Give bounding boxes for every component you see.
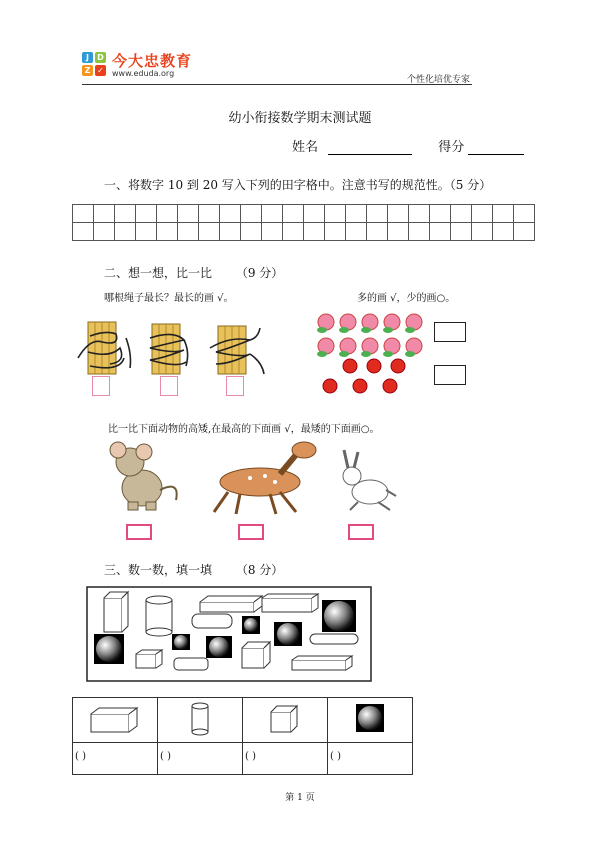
answer-slot: ( ): [160, 751, 171, 762]
apple-answer-box[interactable]: [434, 365, 466, 385]
logo-cell: Z: [82, 65, 93, 76]
cube-shape: [242, 642, 270, 668]
tianzige-grid[interactable]: [72, 204, 535, 241]
logo-icon: [82, 52, 108, 78]
deer-figure: [214, 442, 316, 514]
sphere-shape: [242, 616, 260, 634]
cube-cell: [243, 698, 328, 743]
cylinder-shape: [174, 658, 208, 670]
sphere-shape: [172, 634, 190, 650]
animals-question: 比一比下面动物的高矮,在最高的下面画 √，最矮的下面画○。: [108, 424, 380, 435]
cuboid-shape: [200, 596, 262, 612]
name-label: 姓名: [292, 140, 319, 155]
cylinder-shape: [146, 596, 172, 636]
cuboid-count-cell[interactable]: [73, 743, 158, 775]
peach-group: [317, 314, 422, 357]
mouse-answer-box[interactable]: [126, 524, 152, 540]
rope-spool: [210, 326, 264, 374]
name-score-row: [292, 136, 524, 155]
q2-heading: [104, 264, 283, 281]
rabbit-figure: [343, 450, 396, 510]
rope-images: [70, 318, 270, 380]
q3-heading: [104, 561, 283, 578]
cuboid-cell: [73, 698, 158, 743]
rope-answer-box[interactable]: [92, 376, 110, 396]
cuboid-shape: [104, 592, 128, 632]
q3-heading-text: 三、数一数，填一填: [104, 563, 213, 577]
cylinder-count-cell[interactable]: [158, 743, 243, 775]
cylinder-cell: [158, 698, 243, 743]
logo-cell: J: [82, 52, 93, 63]
rope-spool: [78, 322, 131, 374]
answer-slot: ( ): [245, 751, 256, 762]
rope-answer-box[interactable]: [226, 376, 244, 396]
header-slogan: 个性化培优专家: [406, 75, 470, 85]
cube-count-cell[interactable]: [243, 743, 328, 775]
sphere-shape: [322, 600, 356, 632]
cylinder-shape: [192, 614, 232, 628]
q2-heading-text: 二、想一想，比一比: [104, 266, 213, 280]
score-label: 得分: [438, 140, 465, 155]
logo: [82, 50, 192, 82]
mouse-figure: [110, 442, 177, 510]
sphere-cell: [328, 698, 413, 743]
header-divider: [82, 84, 472, 85]
sphere-count-cell[interactable]: [328, 743, 413, 775]
q2-points: （9 分）: [235, 266, 284, 280]
score-field[interactable]: [468, 142, 524, 155]
logo-title: 今大忠教育: [112, 52, 193, 70]
sphere-shape: [94, 634, 124, 664]
sphere-shape: [206, 636, 232, 658]
rope-answer-box[interactable]: [160, 376, 178, 396]
page-title: 幼小衔接数学期末测试题: [228, 111, 372, 126]
cube-shape: [136, 650, 162, 668]
deer-answer-box[interactable]: [238, 524, 264, 540]
rope-question: 哪根绳子最长？最长的画 √。: [104, 293, 234, 304]
peach-answer-box[interactable]: [434, 322, 466, 342]
page-number: 第 1 页: [285, 793, 315, 803]
cylinder-shape: [310, 634, 358, 644]
name-field[interactable]: [328, 142, 412, 155]
apple-group: [323, 359, 405, 393]
logo-url: www.eduda.org: [112, 69, 175, 78]
cuboid-shape: [262, 594, 318, 612]
rabbit-answer-box[interactable]: [348, 524, 374, 540]
fruit-images: [314, 308, 424, 398]
rope-spool: [150, 324, 188, 374]
shapes-picture: [86, 586, 372, 682]
more-less-question: 多的画 √，少的画○。: [357, 293, 456, 304]
q1-text: 一、将数字 10 到 20 写入下列的田字格中。注意书写的规范性。（5 分）: [104, 178, 492, 192]
logo-cell: ✓: [95, 65, 106, 76]
sphere-shape: [274, 622, 302, 646]
answer-slot: ( ): [75, 751, 86, 762]
animal-images: [100, 440, 420, 516]
shape-count-table: [72, 697, 413, 775]
logo-cell: D: [95, 52, 106, 63]
q3-points: （8 分）: [235, 563, 284, 577]
answer-slot: ( ): [330, 751, 341, 762]
cuboid-shape: [292, 656, 352, 670]
